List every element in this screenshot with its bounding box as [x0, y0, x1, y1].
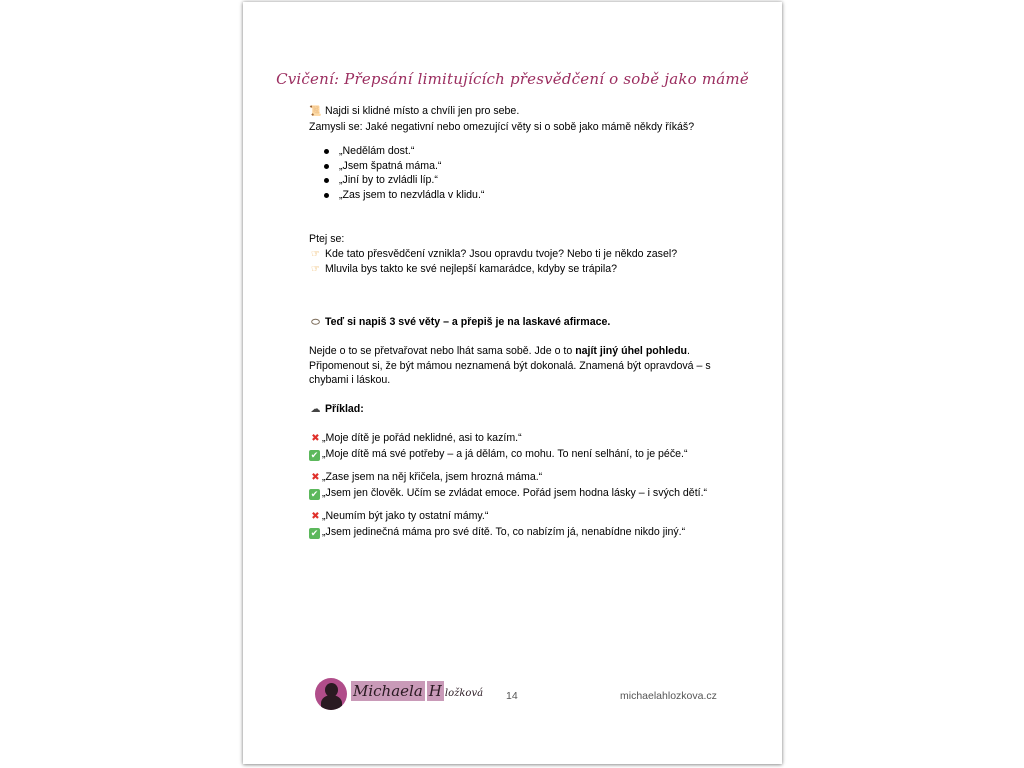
document-page — [243, 2, 782, 764]
intro-line-2 — [309, 120, 729, 135]
example-block-2 — [309, 470, 729, 500]
logo-part-1: Michaela — [353, 682, 423, 700]
task-heading — [309, 315, 729, 331]
ask-question-1-text: Kde tato přesvědčení vznikla? Jsou opravdu tvoje? Nebo ti je někdo zasel? — [324, 247, 678, 260]
negative-beliefs-list — [309, 144, 729, 202]
cloud-icon: ☁ — [310, 403, 321, 415]
list-item: „Jsem špatná máma.“ — [339, 159, 729, 174]
logo-part-3: ložková — [444, 688, 484, 699]
example-negative-text: „Zase jsem na něj křičela, jsem hrozná máma.“ — [322, 471, 543, 483]
example-negative — [309, 470, 721, 486]
example-positive-text: „Jsem jedinečná máma pro své dítě. To, co nabízím já, nenabídne nikdo jiný.“ — [322, 525, 686, 538]
explanation-paragraph — [309, 344, 721, 388]
example-heading — [309, 402, 729, 418]
logo-part-2: H — [428, 682, 442, 700]
pointing-hand-icon: ☞ — [311, 264, 320, 275]
example-positive — [309, 525, 721, 540]
example-negative-text: „Neumím být jako ty ostatní mámy.“ — [322, 510, 489, 522]
ask-label: Ptej se: — [309, 233, 345, 245]
explanation-text-2: . Připomenout si, že být mámou neznamená být dokonalá. Znamená být opravdová – s chybami i láskou. — [309, 345, 711, 386]
example-block-1 — [309, 431, 729, 461]
intro-text-1: Najdi si klidné místo a chvíli jen pro sebe. — [324, 105, 520, 117]
check-mark-icon: ✔ — [310, 527, 319, 538]
scroll-icon: 📜 — [309, 106, 322, 117]
task-heading-text: Teď si napiš 3 své věty – a přepiš je na laskavé afirmace. — [324, 315, 611, 328]
example-positive-text: „Jsem jen člověk. Učím se zvládat emoce. Pořád jsem hodna lásky – i svých dětí.“ — [322, 486, 708, 499]
example-label: Příklad: — [324, 402, 364, 415]
website-link[interactable]: michaelahlozkova.cz — [620, 690, 717, 702]
example-positive — [309, 447, 721, 462]
logo-wordmark — [350, 681, 483, 701]
example-positive-text: „Moje dítě má své potřeby – a já dělám, co mohu. To není selhání, to je péče.“ — [322, 447, 688, 460]
cross-mark-icon: ✖ — [311, 433, 320, 444]
ask-question-2 — [309, 262, 729, 278]
cross-mark-icon: ✖ — [311, 511, 320, 522]
page-footer — [315, 676, 715, 716]
page-title: Cvičení: Přepsání limitujících přesvědčení o sobě jako mámě — [276, 70, 749, 88]
example-positive — [309, 486, 721, 501]
mirror-icon: ⬭ — [311, 316, 320, 328]
explanation-text-1: Nejde o to se přetvařovat nebo lhát sama sobě. Jde o to — [309, 345, 576, 357]
example-block-3 — [309, 509, 729, 539]
example-negative — [309, 509, 721, 525]
pointing-hand-icon: ☞ — [311, 248, 320, 260]
list-item: „Nedělám dost.“ — [339, 144, 729, 159]
check-mark-icon: ✔ — [310, 488, 319, 499]
page-number: 14 — [506, 690, 518, 702]
mother-silhouette-icon — [315, 678, 347, 710]
ask-question-2-text: Mluvila bys takto ke své nejlepší kamarádce, kdyby se trápila? — [324, 263, 618, 275]
explanation-bold: najít jiný úhel pohledu — [575, 345, 688, 357]
intro-text-2: Zamysli se: Jaké negativní nebo omezující věty si o sobě jako mámě někdy říkáš? — [309, 120, 695, 133]
example-negative-text: „Moje dítě je pořád neklidné, asi to kazím.“ — [322, 432, 522, 444]
page-content — [309, 104, 729, 539]
example-negative — [309, 431, 721, 447]
list-item: „Jiní by to zvládli líp.“ — [339, 173, 729, 188]
cross-mark-icon: ✖ — [311, 472, 320, 483]
intro-line-1 — [309, 104, 729, 120]
list-item: „Zas jsem to nezvládla v klidu.“ — [339, 188, 729, 203]
brand-logo — [315, 676, 484, 712]
check-mark-icon: ✔ — [310, 449, 319, 460]
ask-question-1 — [309, 247, 729, 263]
